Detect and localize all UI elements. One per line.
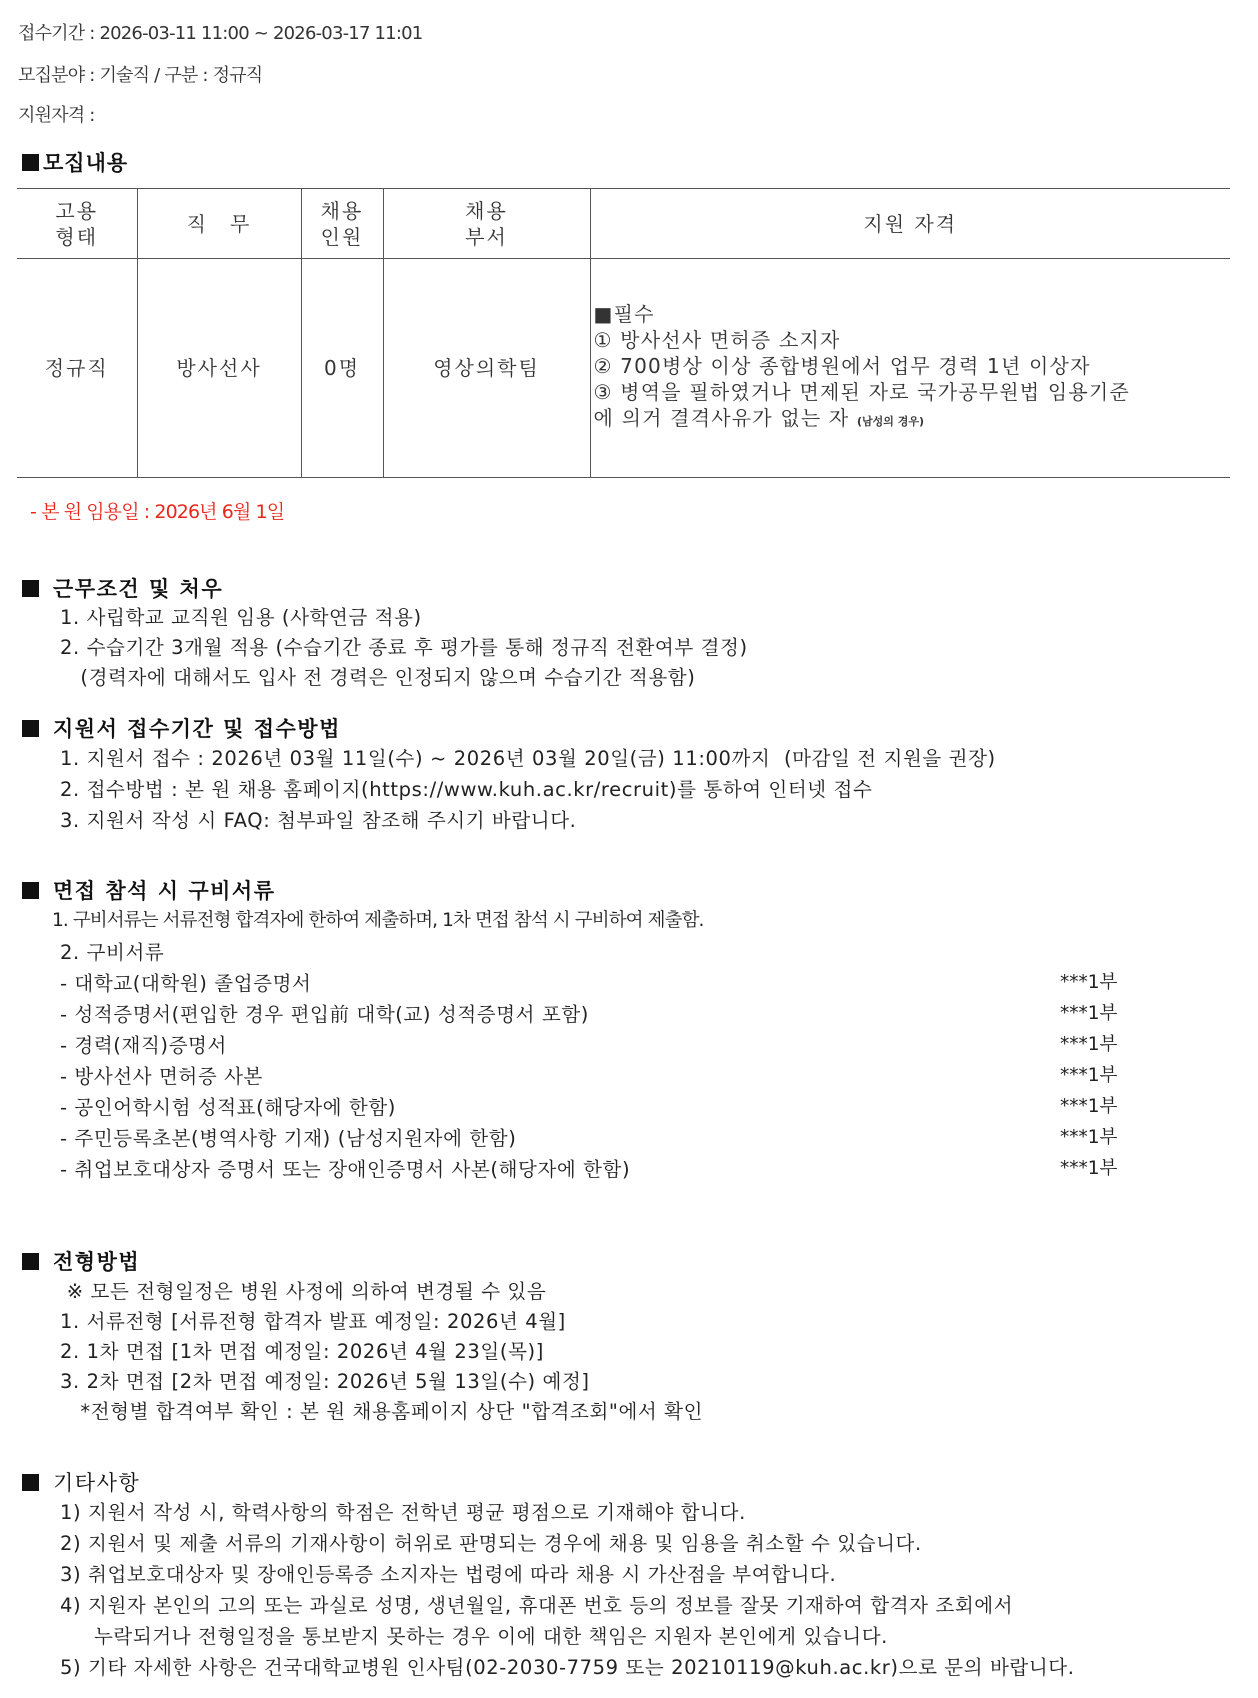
cell-count: 0명 (301, 259, 383, 478)
section-selection-title: 전형방법 (22, 1246, 140, 1276)
document-count: ***1부 (1060, 1096, 1118, 1117)
application-period: 접수기간 : 2026-03-11 11:00 ~ 2026-03-17 11:01 (18, 23, 423, 44)
square-bullet-icon (22, 154, 39, 171)
document-item: - 취업보호대상자 증명서 또는 장애인증명서 사본(해당자에 한함) (60, 1158, 631, 1181)
cell-employment-type: 정규직 (17, 259, 137, 478)
square-bullet-icon (22, 1253, 39, 1270)
header-count: 채용 인원 (301, 189, 383, 259)
selection-line: 2. 1차 면접 [1차 면접 예정일: 2026년 4월 23일(목)] (60, 1340, 544, 1363)
section-application-title: 지원서 접수기간 및 접수방법 (22, 713, 341, 743)
table-row (17, 259, 1230, 478)
selection-line: *전형별 합격여부 확인 : 본 원 채용홈페이지 상단 "합격조회"에서 확인 (60, 1400, 704, 1423)
application-line: 3. 지원서 작성 시 FAQ: 첨부파일 참조해 주시기 바랍니다. (60, 809, 577, 832)
section-recruit-title: 모집내용 (22, 147, 128, 177)
document-item: - 공인어학시험 성적표(해당자에 한함) (60, 1096, 397, 1119)
section-documents-title: 면접 참석 시 구비서류 (22, 875, 276, 905)
cell-job: 방사선사 (137, 259, 301, 478)
cell-qualification (590, 259, 1230, 478)
req-title: ■필수 (593, 302, 655, 326)
hire-date: - 본 원 임용일 : 2026년 6월 1일 (30, 501, 285, 523)
document-count: ***1부 (1060, 1158, 1118, 1179)
document-item: - 경력(재직)증명서 (60, 1034, 227, 1057)
selection-line: ※ 모든 전형일정은 병원 사정에 의하여 변경될 수 있음 (60, 1280, 547, 1303)
selection-line: 3. 2차 면접 [2차 면접 예정일: 2026년 5월 13일(수) 예정] (60, 1370, 590, 1393)
document-count: ***1부 (1060, 1127, 1118, 1148)
application-line: 1. 지원서 접수 : 2026년 03월 11일(수) ~ 2026년 03월 20일(금) 11:00까지 (마감일 전 지원을 권장) (60, 747, 996, 770)
req-line: ③ 병역을 필하였거나 면제된 자로 국가공무원법 임용기준 (593, 380, 1130, 404)
section-conditions-title: 근무조건 및 처우 (22, 573, 223, 603)
square-bullet-icon (22, 882, 39, 899)
recruit-field: 모집분야 : 기술직 / 구분 : 정규직 (18, 65, 263, 86)
selection-line: 1. 서류전형 [서류전형 합격자 발표 예정일: 2026년 4월] (60, 1310, 566, 1333)
square-bullet-icon (22, 580, 39, 597)
document-count: ***1부 (1060, 1065, 1118, 1086)
conditions-line: 1. 사립학교 교직원 임용 (사학연금 적용) (60, 606, 422, 629)
application-line: 2. 접수방법 : 본 원 채용 홈페이지(https://www.kuh.ac.kr/recruit)를 통하여 인터넷 접수 (60, 778, 873, 801)
square-bullet-icon (22, 720, 39, 737)
req-line: 에 의거 결격사유가 없는 자 (남성의 경우) (593, 406, 925, 430)
documents-intro: 1. 구비서류는 서류전형 합격자에 한하여 제출하며, 1차 면접 참석 시 구비하여 제출함. (52, 910, 704, 931)
etc-line: 4) 지원자 본인의 고의 또는 과실로 성명, 생년월일, 휴대폰 번호 등의 정보를 잘못 기재하여 합격자 조회에서 (60, 1594, 1014, 1617)
document-item: - 방사선사 면허증 사본 (60, 1065, 263, 1088)
document-item: - 성적증명서(편입한 경우 편입前 대학(교) 성적증명서 포함) (60, 1003, 589, 1026)
document-count: ***1부 (1060, 1003, 1118, 1024)
conditions-line: 2. 수습기간 3개월 적용 (수습기간 종료 후 평가를 통해 정규직 전환여부 결정) (60, 636, 748, 659)
etc-line: 1) 지원서 작성 시, 학력사항의 학점은 전학년 평균 평점으로 기재해야 합니다. (60, 1501, 746, 1524)
table-header-row (17, 189, 1230, 259)
header-qualification: 지원 자격 (863, 211, 958, 236)
header-job: 직 무 (137, 189, 301, 259)
recruit-table (17, 188, 1230, 478)
req-line: ② 700병상 이상 종합병원에서 업무 경력 1년 이상자 (593, 354, 1091, 378)
qualification-label: 지원자격 : (18, 105, 95, 126)
etc-line: 5) 기타 자세한 사항은 건국대학교병원 인사팀(02-2030-7759 또는 20210119@kuh.ac.kr)으로 문의 바랍니다. (60, 1656, 1075, 1679)
document-item: - 대학교(대학원) 졸업증명서 (60, 972, 312, 995)
documents-subtitle: 2. 구비서류 (60, 941, 165, 964)
conditions-line: (경력자에 대해서도 입사 전 경력은 인정되지 않으며 수습기간 적용함) (60, 666, 696, 689)
header-department: 채용 부서 (383, 189, 590, 259)
cell-department: 영상의학팀 (383, 259, 590, 478)
document-count: ***1부 (1060, 1034, 1118, 1055)
header-employment-type: 고용 형태 (17, 189, 137, 259)
section-etc-title: 기타사항 (22, 1467, 140, 1497)
document-count: ***1부 (1060, 972, 1118, 993)
etc-line: 3) 취업보호대상자 및 장애인등록증 소지자는 법령에 따라 채용 시 가산점을 부여합니다. (60, 1563, 837, 1586)
req-line: ① 방사선사 면허증 소지자 (593, 328, 841, 352)
etc-line: 누락되거나 전형일정을 통보받지 못하는 경우 이에 대한 책임은 지원자 본인에게 있습니다. (60, 1625, 888, 1648)
square-bullet-icon (22, 1474, 39, 1491)
document-item: - 주민등록초본(병역사항 기재) (남성지원자에 한함) (60, 1127, 517, 1150)
etc-line: 2) 지원서 및 제출 서류의 기재사항이 허위로 판명되는 경우에 채용 및 임용을 취소할 수 있습니다. (60, 1532, 922, 1555)
req-note: (남성의 경우) (857, 415, 925, 428)
